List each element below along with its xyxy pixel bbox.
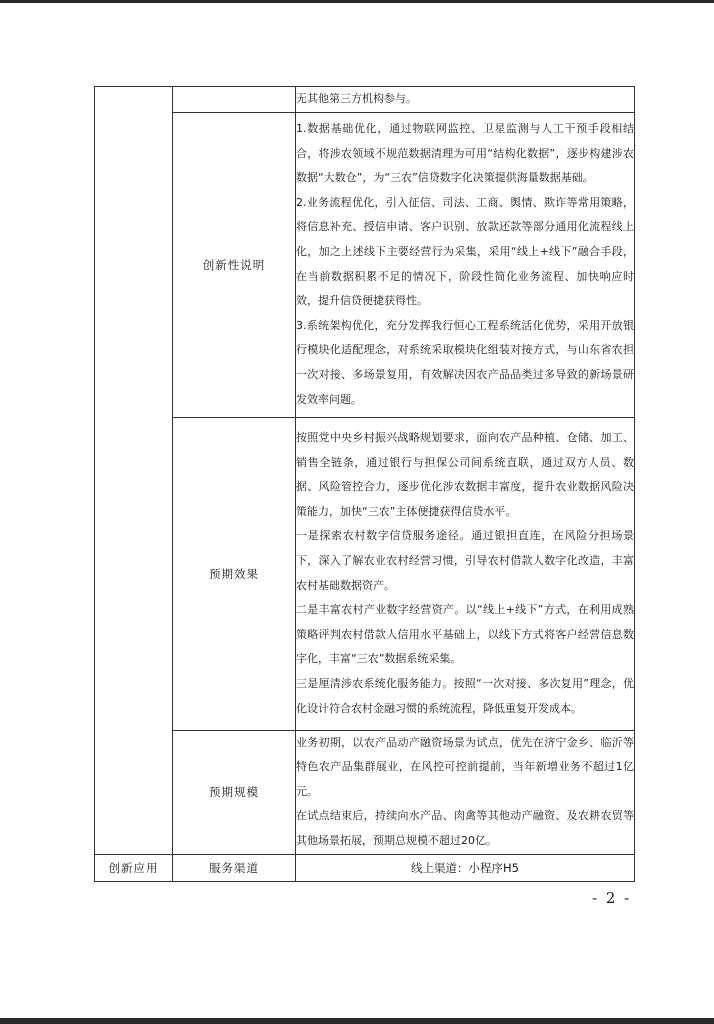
innovation-paragraph: 2.业务流程优化，引入征信、司法、工商、舆情、欺诈等常用策略，将信息补充、授信申请、客户识别、放款还款等部分通用化流程线上化，加之上述线下主要经营行为采集，采用“线上+线下”融合手段，在当前数据积累不足的情况下，阶段性简化业务流程、加快响应时效，提升信贷便捷获得性。 (296, 195, 634, 308)
scale-content (296, 730, 635, 854)
effect-label: 预期效果 (173, 417, 296, 730)
effect-paragraph: 三是厘清涉农系统化服务能力。按照“一次对接、多次复用”理念，优化设计符合农村金融习惯的系统流程，降低重复开发成本。 (296, 676, 634, 715)
third-party-content (296, 87, 635, 113)
innovation-content (296, 112, 635, 417)
effect-paragraph: 二是丰富农村产业数字经营资产。以“线上+线下”方式，在利用成熟策略评判农村借款人信用水平基础上，以线下方式将客户经营信息数字化，丰富“三农”数据系统采集。 (296, 603, 634, 666)
scale-label: 预期规模 (173, 730, 296, 854)
row-innovation (95, 112, 635, 417)
row-third-party (95, 87, 635, 113)
scan-edge-top (0, 0, 714, 3)
scan-edge-bottom (0, 1018, 714, 1024)
row-application (95, 854, 635, 881)
page-number: - 2 - (592, 889, 632, 907)
row-effect (95, 417, 635, 730)
application-form-table (94, 86, 635, 882)
innovation-label: 创新性说明 (173, 112, 296, 417)
channel-label: 服务渠道 (173, 854, 296, 881)
scale-paragraph: 业务初期，以农产品动产融资场景为试点，优先在济宁金乡、临沂等特色农产品集群展业，在风控可控前提前，当年新增业务不超过1亿元。 (296, 735, 634, 798)
category-cell-empty (95, 87, 173, 855)
effect-paragraph: 按照党中央乡村振兴战略规划要求，面向农产品种植、仓储、加工、销售全链条，通过银行与担保公司间系统直联，通过双方人员、数据、风险管控合力，逐步优化涉农数据丰富度，提升农业数据风险决策能力，加快“三农”主体便捷获得信贷水平。 (296, 431, 634, 518)
innovation-paragraph: 3.系统架构优化，充分发挥我行恒心工程系统活化优势，采用开放银行模块化适配理念，对系统采取模块化组装对接方式，与山东省农担一次对接、多场景复用，有效解决因农产品品类过多导致的新场景研发效率问题。 (296, 318, 634, 406)
effect-paragraph: 一是探索农村数字信贷服务途径。通过银担直连，在风险分担场景下，深入了解农业农村经营习惯，引导农村借款人数字化改造，丰富农村基础数据资产。 (296, 529, 634, 592)
scale-paragraph: 在试点结束后，持续向水产品、肉禽等其他动产融资、及农耕农贸等其他场景拓展，预期总规模不超过20亿。 (296, 809, 634, 847)
row-scale (95, 730, 635, 854)
application-category: 创新应用 (95, 854, 173, 881)
channel-value: 线上渠道：小程序H5 (296, 854, 635, 881)
innovation-paragraph: 1.数据基础优化，通过物联网监控、卫星监测与人工干预手段相结合，将涉农领域不规范数据清理为可用“结构化数据”，逐步构建涉农数据“大数仓”，为“三农”信贷数字化决策提供海量数据基础。 (296, 122, 634, 185)
third-party-text: 无其他第三方机构参与。 (296, 92, 417, 105)
label-cell-empty (173, 87, 296, 113)
effect-content (296, 417, 635, 730)
